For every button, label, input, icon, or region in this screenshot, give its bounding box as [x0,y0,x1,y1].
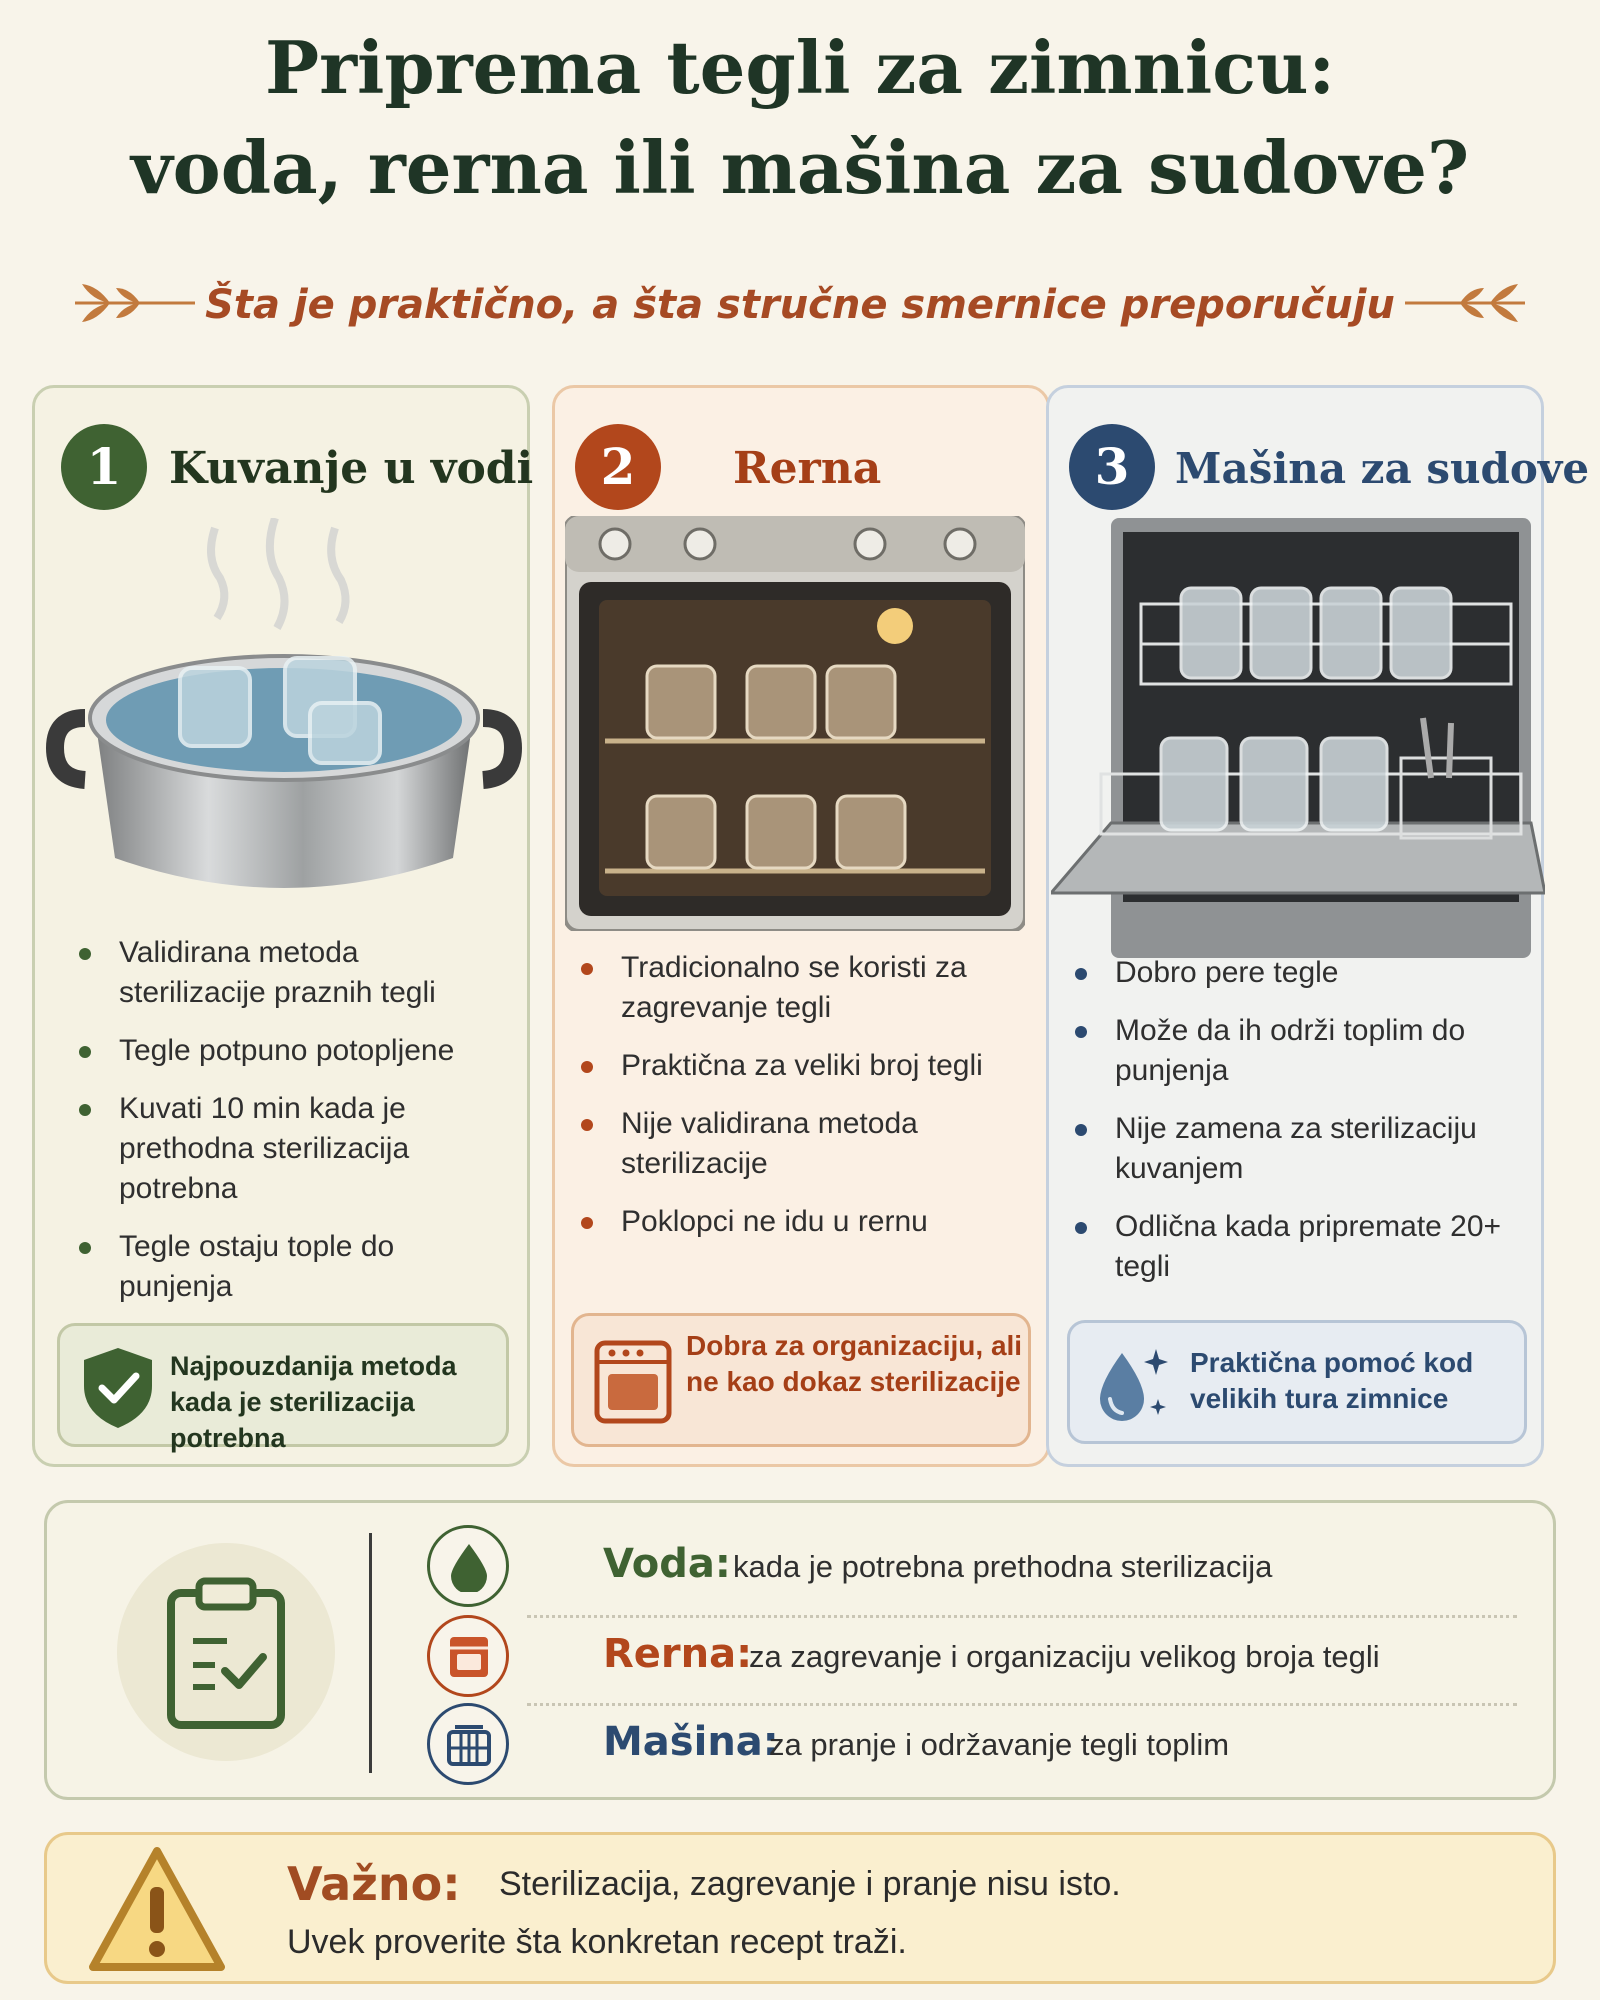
summary-text: za zagrevanje i organizaciju velikog broja tegli [749,1639,1380,1674]
summary-row-oven [427,1615,1527,1695]
summary-text: kada je potrebna prethodna sterilizacija [733,1549,1273,1584]
list-item: Dobro pere tegle [1069,953,1529,993]
card-heading: Kuvanje u vodi [169,443,534,494]
card-dishwasher [1046,385,1590,1467]
list-item: Tradicionalno se koristi za zagrevanje tegli [575,948,1025,1028]
oven-note-icon [594,1340,672,1424]
list-item: Poklopci ne idu u rernu [575,1202,1025,1242]
dishwasher-icon [1051,518,1545,968]
list-item: Odlična kada pripremate 20+ tegli [1069,1207,1529,1287]
list-item: Nije validirana metoda sterilizacije [575,1104,1025,1184]
oven-icon [427,1615,509,1697]
warning-panel [44,1832,1556,1984]
card-note [571,1313,1031,1447]
bullet-list [575,948,1025,1260]
summary-label: Mašina: [603,1719,779,1765]
card-boiling-water [32,385,534,1467]
dishwasher-icon [427,1703,509,1785]
list-item: Kuvati 10 min kada je prethodna sterilizacija potrebna [73,1089,513,1209]
summary-panel [44,1500,1556,1800]
list-item: Nije zamena za sterilizaciju kuvanjem [1069,1109,1529,1189]
shield-check-icon [80,1346,156,1430]
list-item: Tegle ostaju tople do punjenja [73,1227,513,1307]
summary-row-dishwasher [427,1703,1527,1783]
card-note [57,1323,509,1453]
warning-line-1: Sterilizacija, zagrevanje i pranje nisu isto. [499,1865,1121,1903]
summary-text: za pranje i održavanje tegli toplim [769,1727,1230,1762]
warning-triangle-icon [87,1843,227,1975]
title-line-1: Priprema tegli za zimnicu: [264,25,1336,110]
list-item: Praktična za veliki broj tegli [575,1046,1025,1086]
summary-label: Rerna: [603,1631,753,1677]
summary-divider [369,1533,372,1773]
note-text: Dobra za organizaciju, ali ne kao dokaz sterilizacije [686,1330,1023,1397]
water-drop-icon [427,1525,509,1607]
card-heading: Mašina za sudove [1175,444,1590,493]
water-drop-sparkle-icon [1092,1339,1170,1431]
summary-row-water [427,1525,1527,1605]
warning-label: Važno: [287,1857,461,1911]
subtitle: Šta je praktično, a šta stručne smernice preporučuju [205,282,1395,328]
clipboard-check-icon [165,1575,287,1731]
bullet-list [1069,953,1529,1305]
list-item: Može da ih održi toplim do punjenja [1069,1011,1529,1091]
page-title [0,18,1600,218]
card-header [555,424,1047,514]
card-header [1049,424,1590,514]
list-item: Tegle potpuno potopljene [73,1031,513,1071]
boiling-pot-icon [45,518,523,918]
sprig-right-icon [1400,268,1530,338]
oven-icon [565,516,1025,931]
card-header [35,424,534,514]
warning-line-2: Uvek proverite šta konkretan recept traži. [287,1923,907,1961]
card-number-badge: 1 [61,424,147,510]
note-text: Najpouzdanija metoda kada je sterilizacija potrebna [170,1351,457,1453]
summary-icon-circle [117,1543,335,1761]
card-number-badge: 2 [575,424,661,510]
card-note [1067,1320,1527,1444]
title-line-2: voda, rerna ili mašina za sudove? [130,125,1470,210]
list-item: Validirana metoda sterilizacije praznih tegli [73,933,513,1013]
subtitle-row [0,268,1600,358]
note-text: Praktična pomoć kod velikih tura zimnice [1190,1347,1474,1414]
summary-label: Voda: [603,1541,731,1587]
card-heading: Rerna [733,443,882,494]
bullet-list [73,933,513,1325]
card-oven [552,385,1050,1467]
card-number-badge: 3 [1069,424,1155,510]
